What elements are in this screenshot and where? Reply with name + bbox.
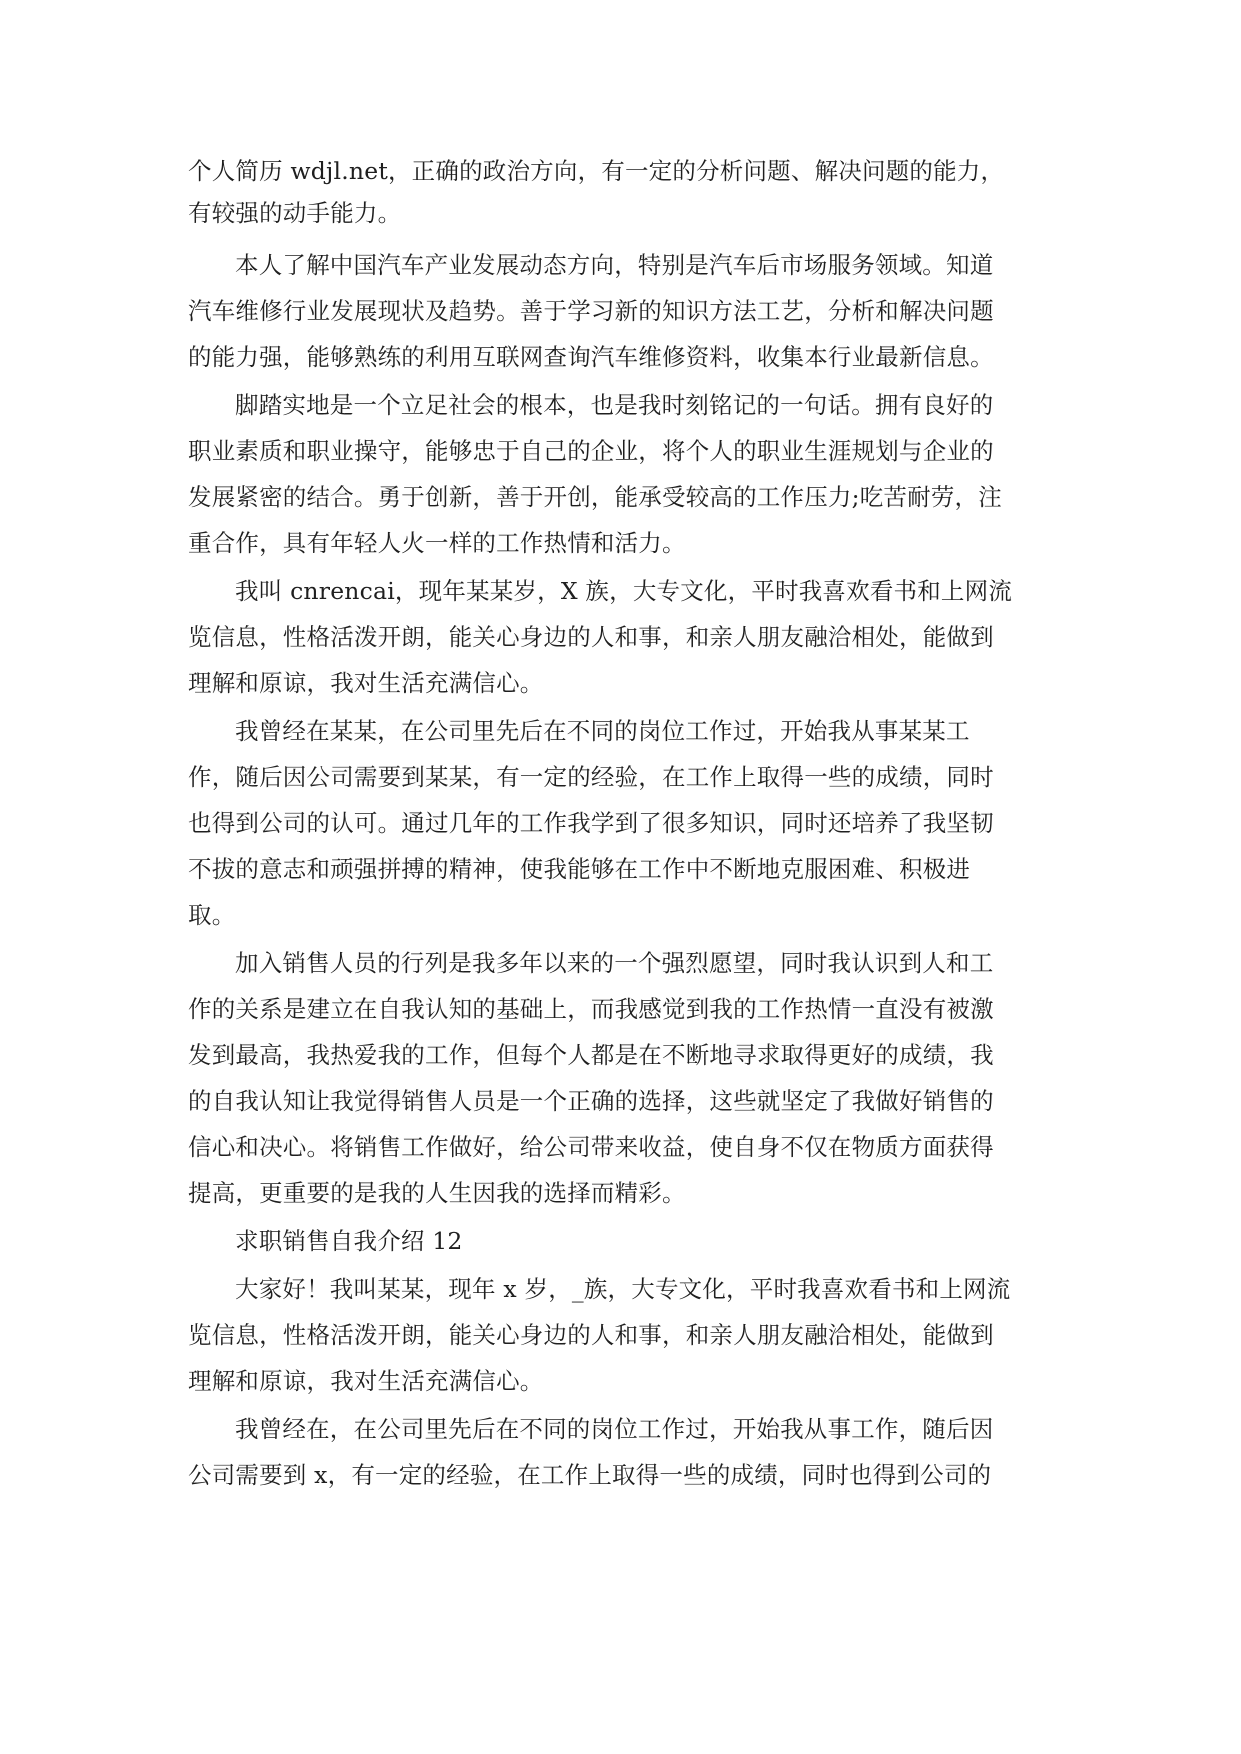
paragraph-first-line: 我曾经在某某，在公司里先后在不同的岗位工作过，开始我从事某某工 (235, 717, 970, 745)
text-line: 览信息，性格活泼开朗，能关心身边的人和事，和亲人朋友融洽相处，能做到 (188, 623, 994, 651)
paragraph-first-line: 本人了解中国汽车产业发展动态方向，特别是汽车后市场服务领域。知道 (235, 251, 994, 279)
text-line: 汽车维修行业发展现状及趋势。善于学习新的知识方法工艺，分析和解决问题 (188, 297, 994, 325)
text-line: 取。 (188, 901, 236, 929)
text-line: 有较强的动手能力。 (188, 199, 402, 227)
text-line: 信心和决心。将销售工作做好，给公司带来收益，使自身不仅在物质方面获得 (188, 1133, 994, 1161)
text-line: 不拔的意志和顽强拼搏的精神，使我能够在工作中不断地克服困难、积极进 (188, 855, 971, 883)
text-line: 提高，更重要的是我的人生因我的选择而精彩。 (188, 1179, 686, 1207)
text-line: 理解和原谅，我对生活充满信心。 (188, 669, 544, 697)
paragraph-first-line: 我叫 cnrencai，现年某某岁，X 族，大专文化，平时我喜欢看书和上网流 (235, 577, 1013, 605)
text-line: 公司需要到 x，有一定的经验，在工作上取得一些的成绩，同时也得到公司的 (188, 1461, 992, 1489)
text-line: 重合作，具有年轻人火一样的工作热情和活力。 (188, 529, 686, 557)
text-line: 作的关系是建立在自我认知的基础上，而我感觉到我的工作热情一直没有被激 (188, 995, 994, 1023)
text-line: 作，随后因公司需要到某某，有一定的经验，在工作上取得一些的成绩，同时 (188, 763, 994, 791)
text-line: 职业素质和职业操守，能够忠于自己的企业，将个人的职业生涯规划与企业的 (188, 437, 994, 465)
text-line: 理解和原谅，我对生活充满信心。 (188, 1367, 544, 1395)
text-line: 的能力强，能够熟练的利用互联网查询汽车维修资料，收集本行业最新信息。 (188, 343, 994, 371)
text-line: 的自我认知让我觉得销售人员是一个正确的选择，这些就坚定了我做好销售的 (188, 1087, 994, 1115)
text-line: 个人简历 wdjl.net，正确的政治方向，有一定的分析问题、解决问题的能力， (188, 157, 1005, 185)
text-line: 览信息，性格活泼开朗，能关心身边的人和事，和亲人朋友融洽相处，能做到 (188, 1321, 994, 1349)
section-heading: 求职销售自我介绍 12 (235, 1227, 463, 1255)
paragraph-first-line: 大家好！我叫某某，现年 x 岁，_族，大专文化，平时我喜欢看书和上网流 (235, 1275, 1011, 1303)
text-line: 发展紧密的结合。勇于创新，善于开创，能承受较高的工作压力;吃苦耐劳，注 (188, 483, 1002, 511)
paragraph-first-line: 加入销售人员的行列是我多年以来的一个强烈愿望，同时我认识到人和工 (235, 949, 994, 977)
text-line: 发到最高，我热爱我的工作，但每个人都是在不断地寻求取得更好的成绩，我 (188, 1041, 994, 1069)
paragraph-first-line: 我曾经在，在公司里先后在不同的岗位工作过，开始我从事工作，随后因 (235, 1415, 994, 1443)
text-line: 也得到公司的认可。通过几年的工作我学到了很多知识，同时还培养了我坚韧 (188, 809, 994, 837)
paragraph-first-line: 脚踏实地是一个立足社会的根本，也是我时刻铭记的一句话。拥有良好的 (235, 391, 994, 419)
